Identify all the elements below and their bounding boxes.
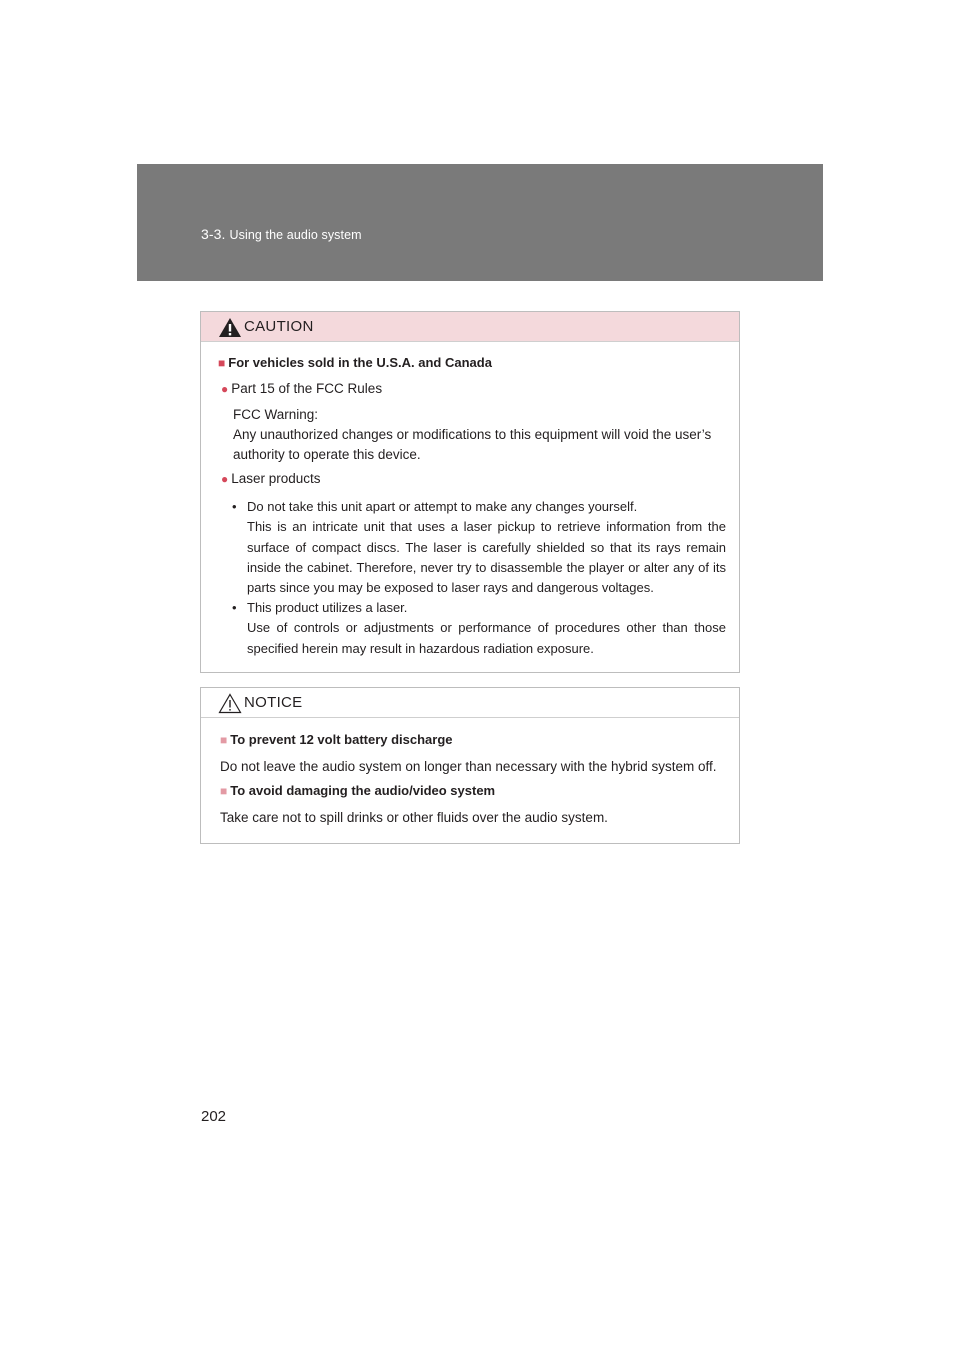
circle-bullet-icon: ●: [221, 472, 229, 486]
fcc-warning-title: FCC Warning:: [233, 407, 319, 422]
section-header-band: [137, 164, 823, 281]
bullet-fcc: [221, 381, 382, 396]
caution-heading-text: For vehicles sold in the U.S.A. and Canada: [228, 355, 492, 370]
section-title: [201, 226, 362, 242]
caution-box: [200, 311, 740, 673]
caution-header: [201, 312, 739, 342]
laser-sub-item-2: [232, 598, 726, 659]
laser-sub2-body: Use of controls or adjustments or performance of procedures other than those specified herein may result in hazardous radiation exposure.: [247, 620, 726, 656]
caution-label: CAUTION: [244, 318, 314, 335]
warning-triangle-filled-icon: [218, 317, 242, 338]
middle-dot-icon: •: [232, 499, 237, 514]
fcc-warning: [233, 405, 738, 465]
laser-sub2-lead: This product utilizes a laser.: [247, 600, 408, 615]
laser-sub-item-1: [232, 497, 726, 598]
laser-sub1-body: This is an intricate unit that uses a laser pickup to retrieve information from the surface of compact discs. The laser is carefully shielded so that its rays remain inside the cabinet. Therefore, never try to disassemble the player or alter any of its parts since you may be exposed to laser rays and dangerous voltages.: [247, 519, 726, 596]
square-bullet-icon: ■: [220, 733, 228, 747]
notice-heading-1-text: To prevent 12 volt battery discharge: [230, 732, 453, 747]
fcc-warning-line1: Any unauthorized changes or modifications to this equipment will void the user’s: [233, 427, 712, 442]
circle-bullet-icon: ●: [221, 382, 229, 396]
notice-header: [201, 688, 739, 718]
middle-dot-icon: •: [232, 600, 237, 615]
bullet-laser-text: Laser products: [231, 471, 321, 486]
notice-label: NOTICE: [244, 694, 303, 711]
notice-box: [200, 687, 740, 844]
square-bullet-icon: ■: [218, 356, 226, 370]
notice-heading-1: [220, 732, 453, 747]
warning-triangle-outline-icon: [218, 693, 242, 714]
bullet-laser: [221, 471, 321, 486]
bullet-fcc-text: Part 15 of the FCC Rules: [231, 381, 383, 396]
page-number: 202: [201, 1108, 227, 1125]
notice-heading-2: [220, 783, 495, 798]
notice-heading-2-text: To avoid damaging the audio/video system: [230, 783, 496, 798]
section-number: 3-3.: [201, 226, 226, 242]
notice-text-1: Do not leave the audio system on longer than necessary with the hybrid system off.: [220, 759, 717, 774]
fcc-warning-line2: authority to operate this device.: [233, 447, 421, 462]
square-bullet-icon: ■: [220, 784, 228, 798]
notice-text-2: Take care not to spill drinks or other fluids over the audio system.: [220, 810, 608, 825]
section-name: Using the audio system: [229, 228, 362, 242]
laser-sub1-lead: Do not take this unit apart or attempt to make any changes yourself.: [247, 499, 638, 514]
caution-heading: [218, 355, 492, 370]
